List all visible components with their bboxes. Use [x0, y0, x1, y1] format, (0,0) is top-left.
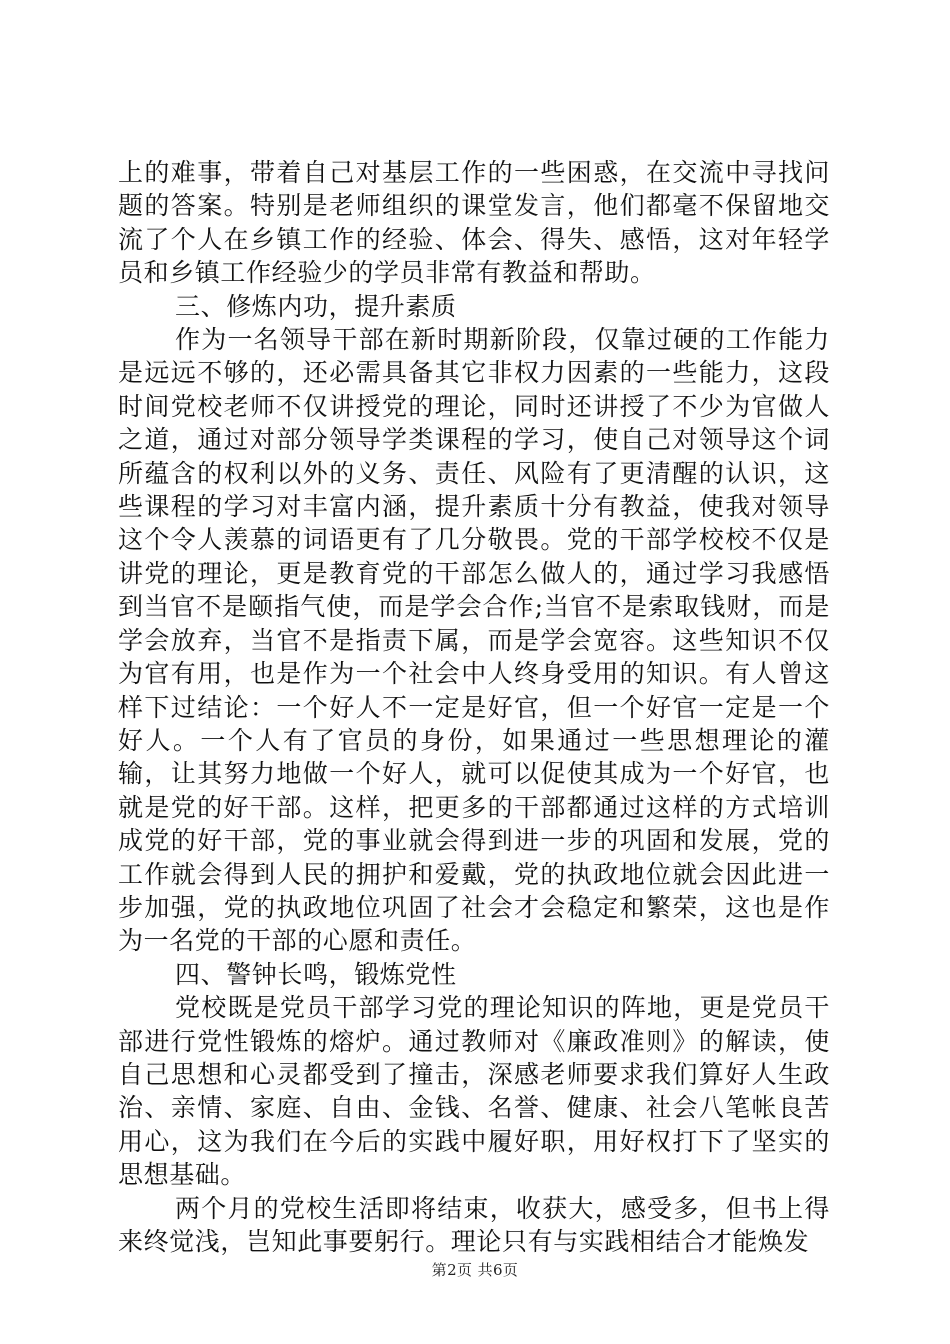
section-heading-3: 三、修炼内功，提升素质 — [175, 291, 457, 321]
paragraph-continuation: 上的难事，带着自己对基层工作的一些困惑，在交流中寻找问题的答案。特别是老师组织的课堂发言，他们都毫不保留地交流了个人在乡镇工作的经验、体会、得失、感悟，这对年轻学员和乡镇工作经验少的学员非常有教益和帮助。 — [118, 158, 830, 288]
paragraph-conclusion: 两个月的党校生活即将结束，收获大，感受多，但书上得来终觉浅，岂知此事要躬行。理论只有与实践相结合才能焕发 — [118, 1193, 830, 1256]
page-number-footer: 第2页 共6页 — [431, 1261, 519, 1279]
paragraph-leadership: 作为一名领导干部在新时期新阶段，仅靠过硬的工作能力是远远不够的，还必需具备其它非权力因素的一些能力，这段时间党校老师不仅讲授党的理论，同时还讲授了不少为官做人之道，通过对部分领导学类课程的学习，使自己对领导这个词所蕴含的权利以外的义务、责任、风险有了更清醒的认识，这些课程的学习对丰富内涵，提升素质十分有教益，使我对领导这个令人羡慕的词语更有了几分敬畏。党的干部学校校不仅是讲党的理论，更是教育党的干部怎么做人的，通过学习我感悟到当官不是颐指气使，而是学会合作;当官不是索取钱财，而是学会放弃，当官不是指责下属，而是学会宽容。这些知识不仅为官有用，也是作为一个社会中人终身受用的知识。有人曾这样下过结论：一个好人不一定是好官，但一个好官一定是一个好人。一个人有了官员的身份，如果通过一些思想理论的灌输，让其努力地做一个好人，就可以促使其成为一个好官，也就是党的好干部。这样，把更多的干部都通过这样的方式培训成党的好干部，党的事业就会得到进一步的巩固和发展，党的工作就会得到人民的拥护和爱戴，党的执政地位就会因此进一步加强，党的执政地位巩固了社会才会稳定和繁荣，这也是作为一名党的干部的心愿和责任。 — [118, 325, 830, 956]
paragraph-party-spirit: 党校既是党员干部学习党的理论知识的阵地，更是党员干部进行党性锻炼的熔炉。通过教师对《廉政准则》的解读，使自己思想和心灵都受到了撞击，深感老师要求我们算好人生政治、亲情、家庭、自由、金钱、名誉、健康、社会八笔帐良苦用心，这为我们在今后的实践中履好职，用好权打下了坚实的思想基础。 — [118, 993, 830, 1190]
section-heading-4: 四、警钟长鸣，锻炼党性 — [175, 959, 457, 989]
document-body — [118, 156, 830, 1258]
